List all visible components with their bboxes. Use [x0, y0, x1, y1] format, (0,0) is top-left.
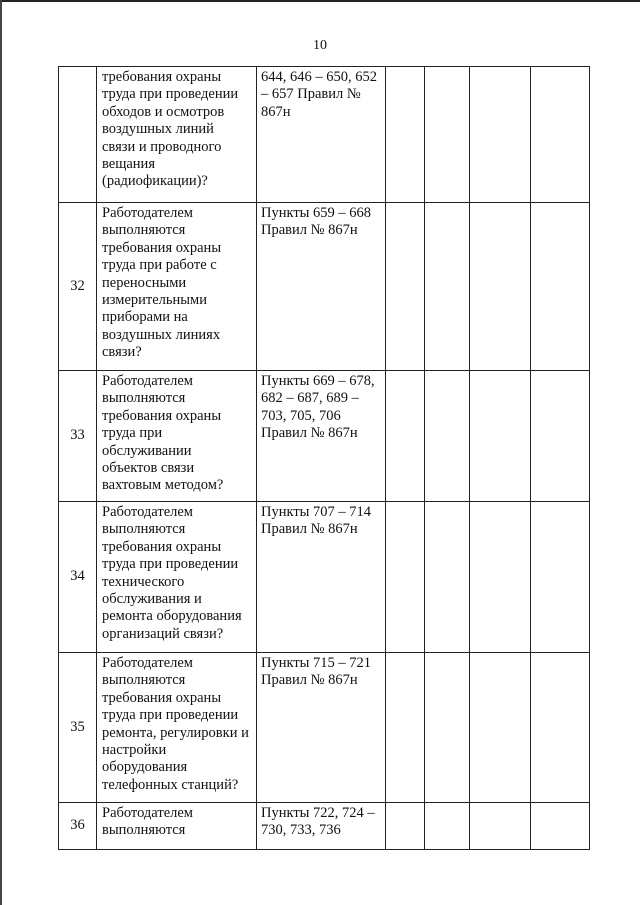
- reference-cell: [257, 653, 386, 803]
- reference-cell: [257, 502, 386, 653]
- answer-na-cell[interactable]: [470, 653, 531, 803]
- reference-text: Пункты 707 – 714 Правил № 867н: [261, 504, 372, 538]
- question-cell: [97, 67, 257, 203]
- question-text: Работодателем выполняются требования охраны труда при работе с переносными измерительными приборами на воздушных линиях связи?: [102, 205, 222, 361]
- answer-yes-cell[interactable]: [386, 67, 425, 203]
- note-cell[interactable]: [531, 67, 590, 203]
- table-row: [59, 371, 590, 502]
- reference-text: Пункты 715 – 721 Правил № 867н: [261, 655, 372, 689]
- table-row: [59, 67, 590, 203]
- reference-text: 644, 646 – 650, 652 – 657 Правил № 867н: [261, 69, 377, 120]
- answer-na-cell[interactable]: [470, 203, 531, 371]
- note-cell[interactable]: [531, 653, 590, 803]
- row-number: 32: [59, 203, 97, 371]
- table-row: [59, 502, 590, 653]
- reference-cell: [257, 803, 386, 850]
- question-cell: [97, 371, 257, 502]
- table-row: [59, 653, 590, 803]
- answer-na-cell[interactable]: [470, 803, 531, 850]
- scan-left-edge: [0, 0, 2, 905]
- question-text: требования охраны труда при проведении обходов и осмотров воздушных линий связи и проводного вещания (радиофикации)?: [102, 69, 239, 190]
- table-row: [59, 803, 590, 850]
- checklist-table: [58, 66, 590, 850]
- table-row: [59, 203, 590, 371]
- question-cell: [97, 502, 257, 653]
- note-cell[interactable]: [531, 502, 590, 653]
- question-text: Работодателем выполняются требования охраны труда при проведении ремонта, регулировки и настройки оборудования телефонных станций?: [102, 655, 249, 793]
- reference-text: Пункты 669 – 678, 682 – 687, 689 – 703, 705, 706 Правил № 867н: [261, 373, 375, 442]
- page-number: 10: [313, 38, 327, 53]
- reference-cell: [257, 67, 386, 203]
- row-number: 35: [59, 653, 97, 803]
- answer-yes-cell[interactable]: [386, 203, 425, 371]
- question-text: Работодателем выполняются требования охраны труда при проведении технического обслуживания и ремонта оборудования организаций связи?: [102, 504, 242, 642]
- scan-top-edge: [0, 0, 640, 2]
- answer-yes-cell[interactable]: [386, 653, 425, 803]
- reference-cell: [257, 371, 386, 502]
- answer-na-cell[interactable]: [470, 67, 531, 203]
- row-number: 33: [59, 371, 97, 502]
- question-text: Работодателем выполняются требования охраны труда при обслуживании объектов связи вахтовым методом?: [102, 373, 224, 494]
- answer-na-cell[interactable]: [470, 502, 531, 653]
- note-cell[interactable]: [531, 803, 590, 850]
- answer-yes-cell[interactable]: [386, 502, 425, 653]
- question-cell: [97, 203, 257, 371]
- reference-text: Пункты 722, 724 – 730, 733, 736: [261, 805, 375, 839]
- question-text: Работодателем выполняются: [102, 805, 193, 839]
- answer-no-cell[interactable]: [425, 803, 470, 850]
- row-number: 34: [59, 502, 97, 653]
- answer-yes-cell[interactable]: [386, 371, 425, 502]
- question-cell: [97, 803, 257, 850]
- answer-no-cell[interactable]: [425, 653, 470, 803]
- answer-no-cell[interactable]: [425, 371, 470, 502]
- answer-no-cell[interactable]: [425, 203, 470, 371]
- reference-text: Пункты 659 – 668 Правил № 867н: [261, 205, 372, 239]
- note-cell[interactable]: [531, 203, 590, 371]
- row-number: 36: [59, 803, 97, 850]
- answer-no-cell[interactable]: [425, 502, 470, 653]
- question-cell: [97, 653, 257, 803]
- note-cell[interactable]: [531, 371, 590, 502]
- answer-na-cell[interactable]: [470, 371, 531, 502]
- answer-yes-cell[interactable]: [386, 803, 425, 850]
- reference-cell: [257, 203, 386, 371]
- row-number: [59, 67, 97, 203]
- answer-no-cell[interactable]: [425, 67, 470, 203]
